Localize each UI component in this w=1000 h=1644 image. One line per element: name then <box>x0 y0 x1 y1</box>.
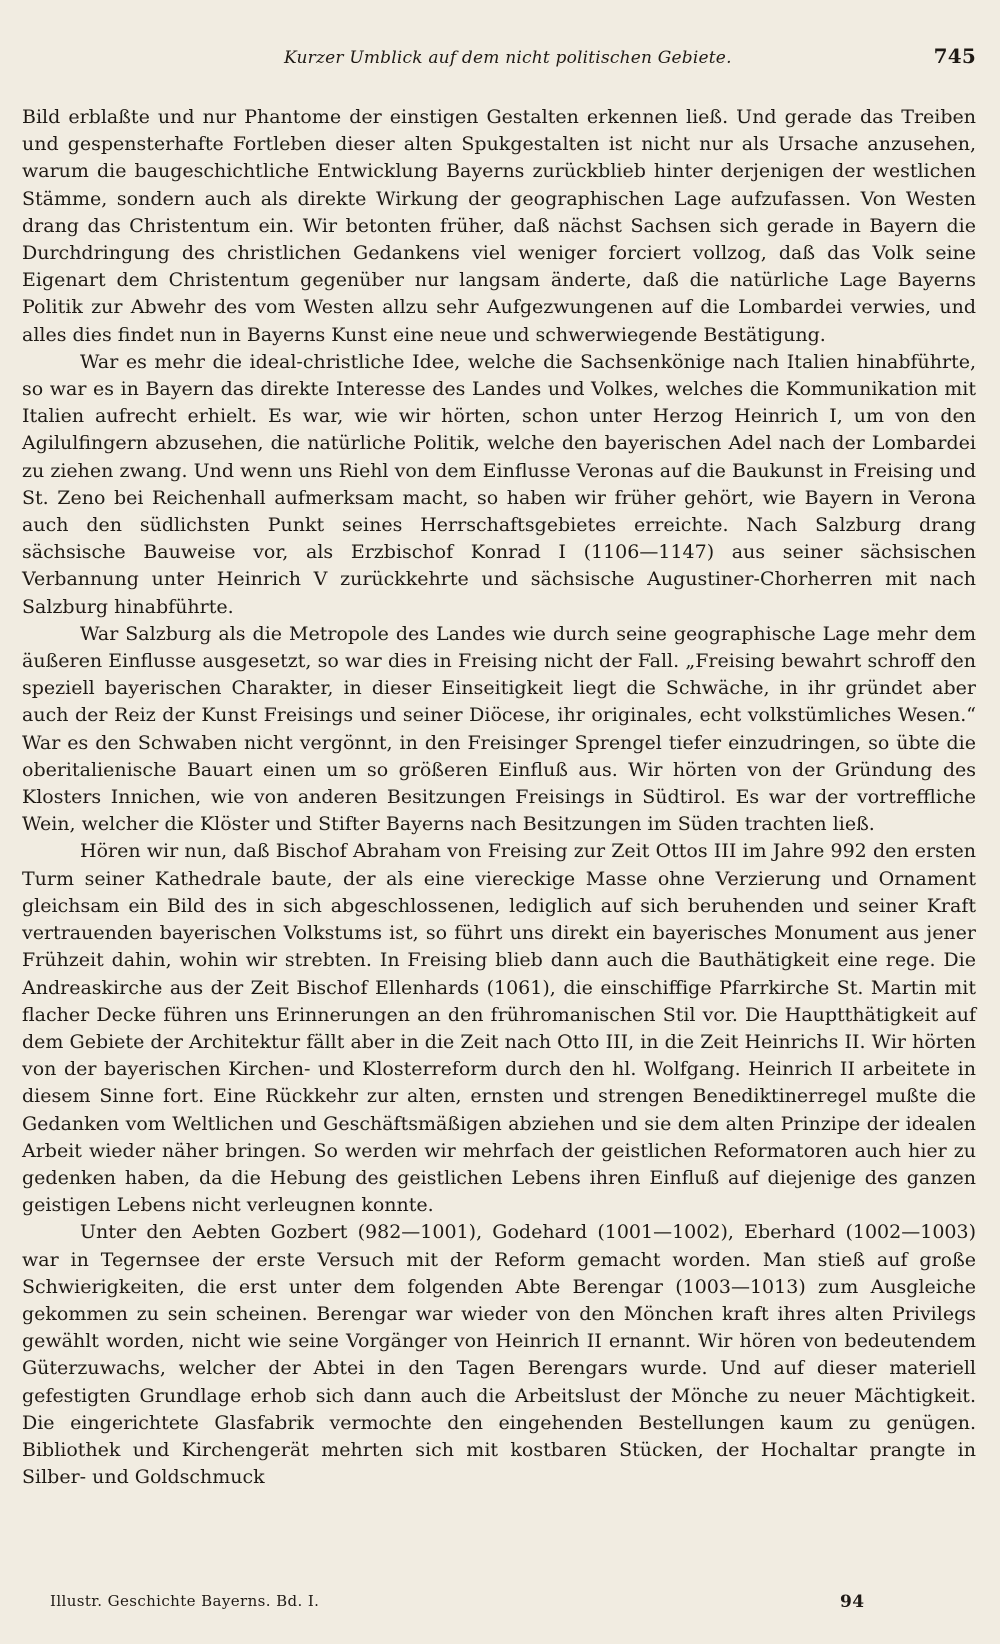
body-text <box>22 104 976 1491</box>
paragraph-2: War es mehr die ideal-christliche Idee, welche die Sachsenkönige nach Italien hinabführte, so war es in Bayern das direkte Interesse des Landes und Volkes, welches die Kommunikation mit Italien aufrecht erhielt. Es war, wie wir hörten, schon unter Herzog Heinrich I, um von den Agilulfingern abzusehen, die natürliche Politik, welche den bayerischen Adel nach der Lombardei zu ziehen zwang. Und wenn uns Riehl von dem Einflusse Veronas auf die Baukunst in Freising und St. Zeno bei Reichenhall aufmerksam macht, so haben wir früher gehört, wie Bayern in Verona auch den südlichsten Punkt seines Herrschaftsgebietes erreichte. Nach Salzburg drang sächsische Bauweise vor, als Erzbischof Konrad I (1106—1147) aus seiner sächsischen Verbannung unter Heinrich V zurückkehrte und sächsische Augustiner-Chorherren mit nach Salzburg hinabführte. <box>22 350 976 618</box>
paragraph-3: War Salzburg als die Metropole des Landes wie durch seine geographische Lage mehr dem äußeren Einflusse ausgesetzt, so war dies in Freising nicht der Fall. „Freising bewahrt schroff den speziell bayerischen Charakter, in dieser Einseitigkeit liegt die Schwäche, in ihr gründet aber auch der Reiz der Kunst Freisings und seiner Diöcese, ihr originales, echt volkstümliches Wesen.“ War es den Schwaben nicht vergönnt, in den Freisinger Sprengel tiefer einzudringen, so übte die oberitalienische Bauart einen um so größeren Einfluß aus. Wir hörten von der Gründung des Klosters Innichen, wie von anderen Besitzungen Freisings in Südtirol. Es war der vortreffliche Wein, welcher die Klöster und Stifter Bayerns nach Besitzungen im Süden trachten ließ. <box>22 622 976 836</box>
page-number: 745 <box>933 44 976 68</box>
sheet-number: 94 <box>840 1592 865 1612</box>
paragraph-4: Hören wir nun, daß Bischof Abraham von Freising zur Zeit Ottos III im Jahre 992 den ersten Turm seiner Kathedrale baute, der als eine viereckige Masse ohne Verzierung und Ornament gleichsam ein Bild des in sich abgeschlossenen, lediglich auf sich beruhenden und seiner Kraft vertrauenden bayerischen Volkstums ist, so führt uns direkt ein bayerisches Monument aus jener Frühzeit dahin, wohin wir strebten. In Freising blieb dann auch die Bauthätigkeit eine rege. Die Andreaskirche aus der Zeit Bischof Ellenhards (1061), die einschiffige Pfarrkirche St. Martin mit flacher Decke führen uns Erinnerungen an den frühromanischen Stil vor. Die Hauptthätigkeit auf dem Gebiete der Architektur fällt aber in die Zeit nach Otto III, in die Zeit Heinrichs II. Wir hörten von der bayerischen Kirchen- und Klosterreform durch den hl. Wolfgang. Heinrich II arbeitete in diesem Sinne fort. Eine Rückkehr zur alten, ernsten und strengen Benediktinerregel mußte die Gedanken vom Weltlichen und Geschäftsmäßigen abziehen und sie dem alten Prinzipe der idealen Arbeit wieder näher bringen. So werden wir mehrfach der geistlichen Reformatoren auch hier zu gedenken haben, da die Hebung des geistlichen Lebens ihren Einfluß auf diejenige des ganzen geistigen Lebens nicht verleugnen konnte. <box>22 840 976 1217</box>
running-header <box>22 44 976 84</box>
running-title: Kurzer Umblick auf dem nicht politischen Gebiete. <box>283 48 732 68</box>
signature-mark: Illustr. Geschichte Bayerns. Bd. I. <box>50 1592 320 1610</box>
page-footer <box>50 1592 976 1610</box>
paragraph-5: Unter den Aebten Gozbert (982—1001), Godehard (1001—1002), Eberhard (1002—1003) war in Tegernsee der erste Versuch mit der Reform gemacht worden. Man stieß auf große Schwierigkeiten, die erst unter dem folgenden Abte Berengar (1003—1013) zum Ausgleiche gekommen zu sein scheinen. Berengar war wieder von den Mönchen kraft ihres alten Privilegs gewählt worden, nicht wie seine Vorgänger von Heinrich II ernannt. Wir hören von bedeutendem Güterzuwachs, welcher der Abtei in den Tagen Berengars wurde. Und auf dieser materiell gefestigten Grundlage erhob sich dann auch die Arbeitslust der Mönche zu neuer Mächtigkeit. Die eingerichtete Glasfabrik vermochte den eingehenden Bestellungen kaum zu genügen. Bibliothek und Kirchengerät mehrten sich mit kostbaren Stücken, der Hochaltar prangte in Silber- und Goldschmuck <box>22 1221 976 1489</box>
paragraph-1: Bild erblaßte und nur Phantome der einstigen Gestalten erkennen ließ. Und gerade das Treiben und gespensterhafte Fortleben dieser alten Spukgestalten ist nicht nur als Ursache anzusehen, warum die baugeschichtliche Entwicklung Bayerns zurückblieb hinter derjenigen der westlichen Stämme, sondern auch als direkte Wirkung der geographischen Lage aufzufassen. Von Westen drang das Christentum ein. Wir betonten früher, daß nächst Sachsen sich gerade in Bayern die Durchdringung des christlichen Gedankens viel weniger forciert vollzog, daß das Volk seine Eigenart dem Christentum gegenüber nur langsam änderte, daß die natürliche Lage Bayerns Politik zur Abwehr des vom Westen allzu sehr Aufgezwungenen auf die Lombardei verwies, und alles dies findet nun in Bayerns Kunst eine neue und schwerwiegende Bestätigung. <box>22 106 976 346</box>
